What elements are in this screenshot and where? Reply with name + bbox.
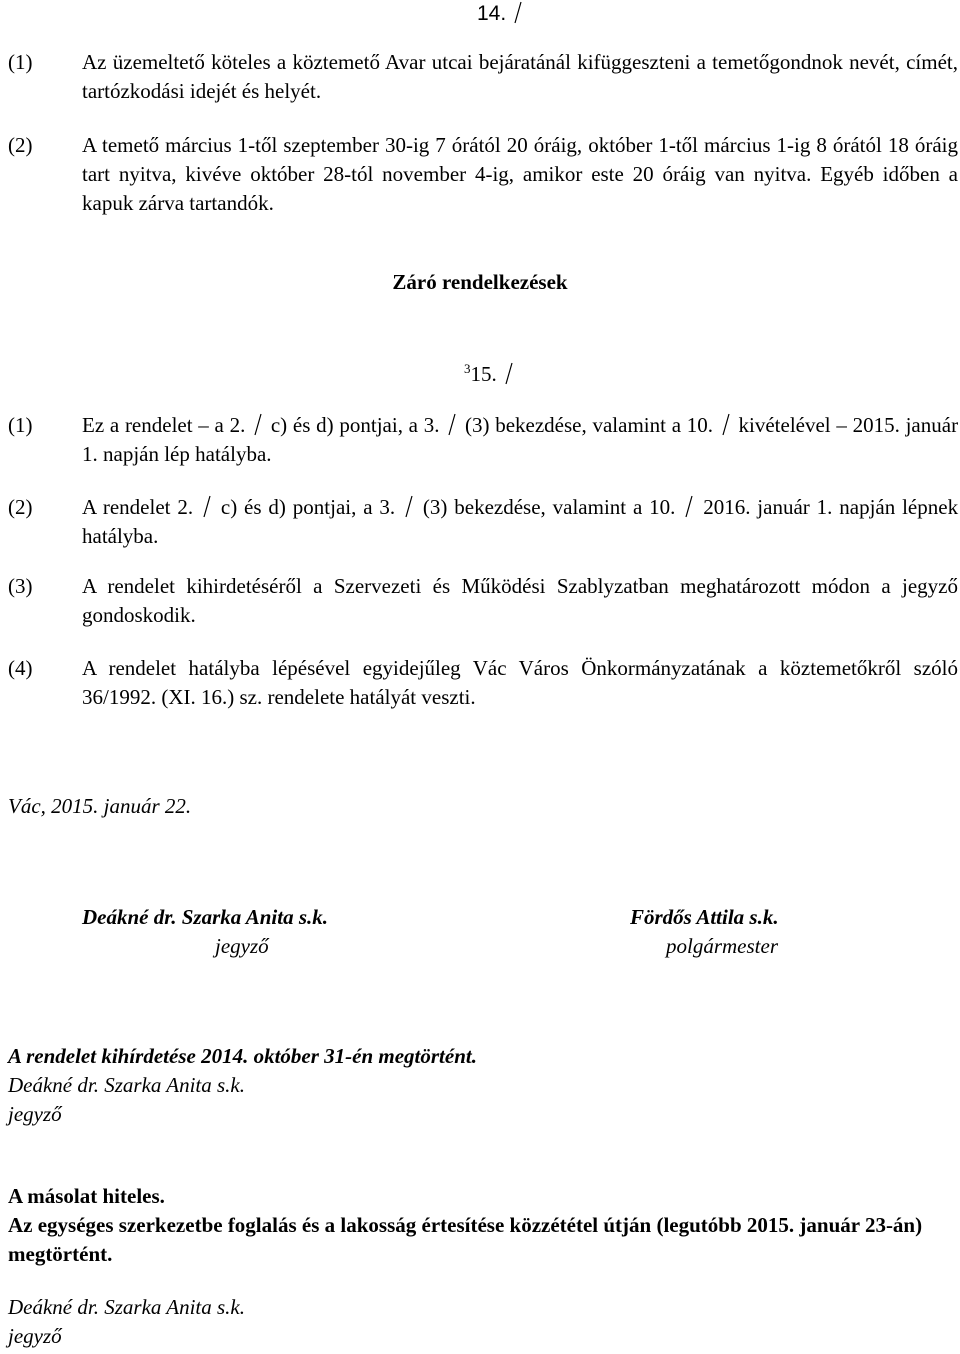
section-sign-icon bbox=[513, 1, 523, 24]
section-sign-icon bbox=[504, 362, 514, 385]
paragraph-text bbox=[82, 411, 958, 469]
signature-right-name: Fördős Attila s.k. bbox=[630, 905, 779, 929]
section-sign-icon bbox=[721, 413, 731, 436]
paragraph-text bbox=[82, 493, 958, 551]
text-part: (3) bekezdése, valamint a 10. bbox=[465, 413, 714, 437]
text-part: c) és d) pontjai, a 3. bbox=[220, 495, 396, 519]
paragraph-number: (2) bbox=[8, 133, 33, 157]
promulgation-title: jegyző bbox=[8, 1102, 62, 1126]
paragraph-number: (1) bbox=[8, 50, 33, 74]
text-part: c) és d) pontjai, a 3. bbox=[270, 413, 440, 437]
certification-name: Deákné dr. Szarka Anita s.k. bbox=[8, 1295, 245, 1319]
text-part: A rendelet 2. bbox=[82, 495, 194, 519]
paragraph-number: (4) bbox=[8, 656, 33, 680]
closing-para-number bbox=[464, 354, 516, 389]
top-para-number-text: 14. bbox=[477, 2, 507, 25]
paragraph-number: (3) bbox=[8, 574, 33, 598]
paragraph-number: (1) bbox=[8, 413, 33, 437]
top-para-number bbox=[477, 0, 525, 27]
section-sign-icon bbox=[404, 495, 414, 518]
paragraph-text: Az üzemeltető köteles a köztemető Avar utcai bejáratánál kifüggeszteni a temetőgondnok nevét, címét, tartózkodási idejét és helyét. bbox=[82, 50, 958, 103]
certification-title: jegyző bbox=[8, 1324, 62, 1348]
paragraph-text: A temető március 1-től szeptember 30-ig 7 órától 20 óráig, október 1-től március 1-ig 8 órától 18 óráig tart nyitva, kivéve október 28-tól november 4-ig, amikor este 20 óráig van nyitva. Egyéb időben a kapuk zárva tartandók. bbox=[82, 133, 958, 215]
certification-line-2: Az egységes szerkezetbe foglalás és a lakosság értesítése közzététel útján (legutóbb 2015. január 23-án) megtörtént. bbox=[8, 1213, 923, 1266]
text-part: Ez a rendelet – a 2. bbox=[82, 413, 246, 437]
promulgation-statement: A rendelet kihírdetése 2014. október 31-én megtörtént. bbox=[8, 1044, 477, 1068]
footnote-marker: 3 bbox=[464, 361, 471, 376]
section-sign-icon bbox=[202, 495, 212, 518]
text-part: kivételével – 2015. január 1. napján lép hatályba. bbox=[82, 413, 959, 466]
section-sign-icon bbox=[447, 413, 457, 436]
section-heading: Záró rendelkezések bbox=[392, 270, 568, 294]
text-part: (3) bekezdése, valamint a 10. bbox=[422, 495, 676, 519]
paragraph-number: (2) bbox=[8, 495, 33, 519]
date-place: Vác, 2015. január 22. bbox=[8, 794, 192, 818]
section-sign-icon bbox=[684, 495, 694, 518]
paragraph-text: A rendelet kihirdetéséről a Szervezeti és Működési Szablyzatban meghatározott módon a jegyző gondoskodik. bbox=[82, 574, 958, 627]
signature-left-title: jegyző bbox=[215, 934, 269, 958]
section-sign-icon bbox=[253, 413, 263, 436]
paragraph-text: A rendelet hatályba lépésével egyidejűleg Vác Város Önkormányzatának a köztemetőkről szóló 36/1992. (XI. 16.) sz. rendelete hatályát veszti. bbox=[82, 656, 958, 709]
signature-left-name: Deákné dr. Szarka Anita s.k. bbox=[82, 905, 329, 929]
text-part: 2016. január 1. napján lépnek hatályba. bbox=[82, 495, 959, 548]
closing-para-number-text: 15. bbox=[470, 362, 497, 386]
signature-right-title: polgármester bbox=[666, 934, 778, 958]
promulgation-name: Deákné dr. Szarka Anita s.k. bbox=[8, 1073, 245, 1097]
certification-line-1: A másolat hiteles. bbox=[8, 1184, 165, 1208]
